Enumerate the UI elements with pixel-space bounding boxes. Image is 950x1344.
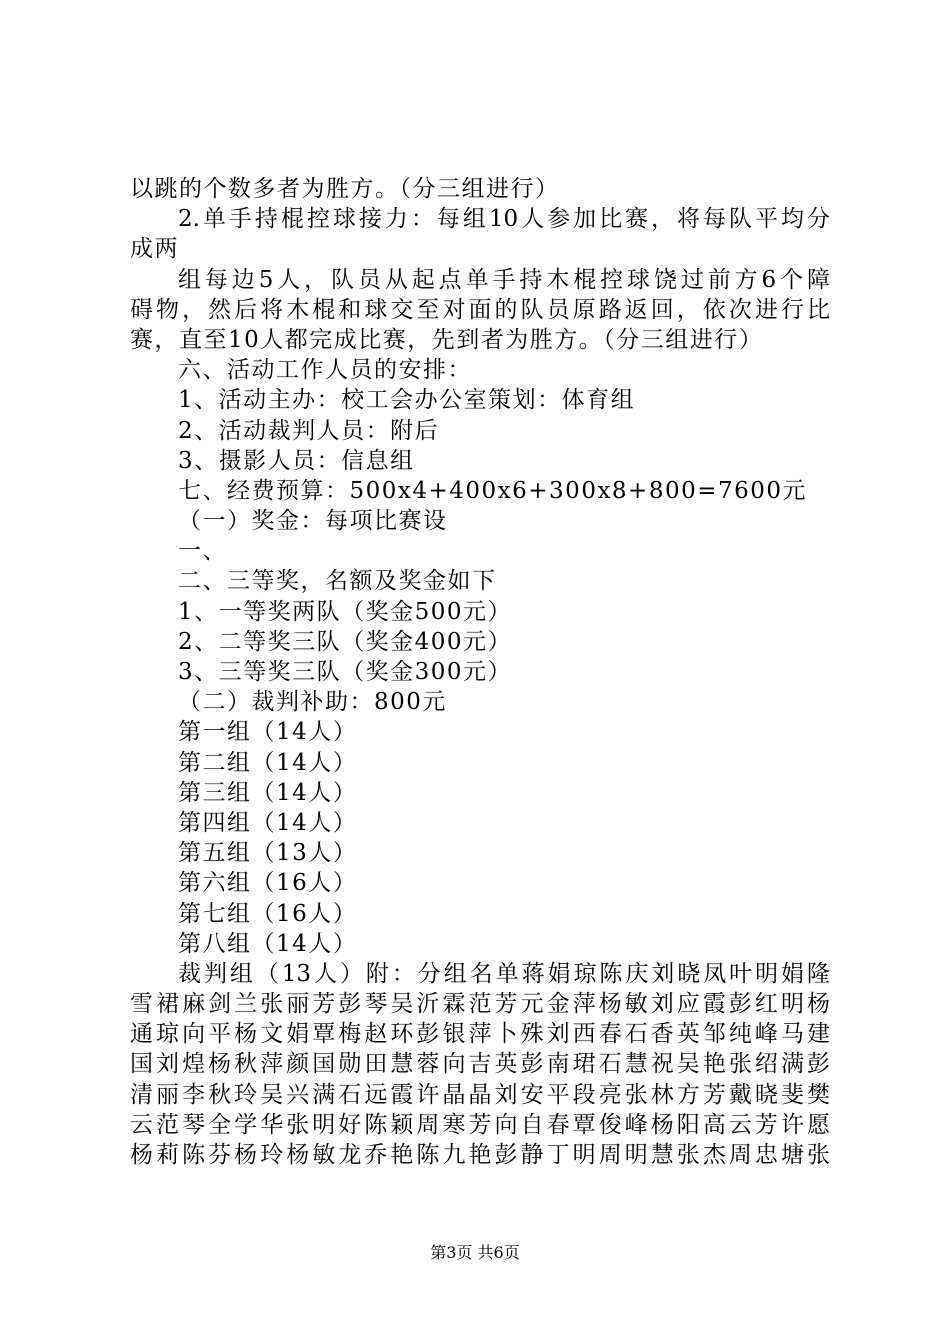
text-line: 杨莉陈芬杨玲杨敏龙乔艳陈九艳彭静丁明周明慧张杰周忠塘张: [130, 1142, 830, 1168]
text-line: 2.单手持棍控球接力：每组10人参加比赛，将每队平均分: [178, 206, 830, 233]
text-line: 二、三等奖，名额及奖金如下: [178, 568, 497, 595]
text-line: （二）裁判补助：800元: [178, 689, 447, 716]
text-line: 碍物，然后将木棍和球交至对面的队员原路返回，依次进行比: [130, 296, 830, 323]
text-line: 第二组（14人）: [178, 749, 358, 776]
document-body: [130, 174, 830, 1170]
text-line: 3、三等奖三队（奖金300元）: [178, 659, 513, 685]
page-footer: [0, 1243, 950, 1263]
text-line: 一、: [178, 538, 227, 565]
text-line: 国刘煌杨秋萍颜国勋田慧蓉向吉英彭南珺石慧祝吴艳张绍满彭: [130, 1051, 830, 1078]
text-line: 通琼向平杨文娟覃梅赵环彭银萍卜殊刘西春石香英邹纯峰马建: [130, 1021, 830, 1048]
text-line: 第三组（14人）: [178, 779, 358, 806]
text-line: 第五组（13人）: [178, 840, 358, 867]
text-line: 1、活动主办：校工会办公室策划：体育组: [178, 387, 636, 414]
text-line: 以跳的个数多者为胜方。（分三组进行）: [130, 176, 560, 202]
text-line: 2、活动裁判人员：附后: [178, 417, 440, 444]
text-line: （一）奖金：每项比赛设: [178, 508, 448, 535]
text-line: 清丽李秋玲吴兴满石远霞许晶晶刘安平段亮张林方芳戴晓斐樊: [130, 1081, 830, 1108]
text-line: 第七组（16人）: [178, 900, 358, 927]
text-line: 3、摄影人员：信息组: [178, 447, 415, 474]
text-line: 第六组（16人）: [178, 870, 358, 897]
text-line: 赛，直至10人都完成比赛，先到者为胜方。（分三组进行）: [130, 326, 764, 353]
text-line: 第四组（14人）: [178, 809, 358, 836]
text-line: 成两: [130, 236, 179, 263]
text-line: 1、一等奖两队（奖金500元）: [178, 598, 513, 625]
text-line: 六、活动工作人员的安排：: [178, 357, 472, 384]
text-line: 组每边5人，队员从起点单手持木棍控球饶过前方6个障: [178, 266, 830, 293]
text-line: 云范琴全学华张明好陈颖周寒芳向自春覃俊峰杨阳高云芳许愿: [130, 1111, 830, 1138]
text-line: 2、二等奖三队（奖金400元）: [178, 628, 513, 655]
text-line: 雪裙麻剑兰张丽芳彭琴吴沂霖范芳元金萍杨敏刘应霞彭红明杨: [130, 991, 830, 1018]
text-line: 第八组（14人）: [178, 930, 358, 957]
page-number: 第3页 共6页: [430, 1243, 520, 1262]
text-line: 裁判组（13人）附：分组名单蒋娟琼陈庆刘晓凤叶明娟隆: [178, 960, 830, 987]
text-line: 七、经费预算：500x4+400x6+300x8+800=7600元: [178, 477, 808, 504]
text-line: 第一组（14人）: [178, 719, 358, 746]
